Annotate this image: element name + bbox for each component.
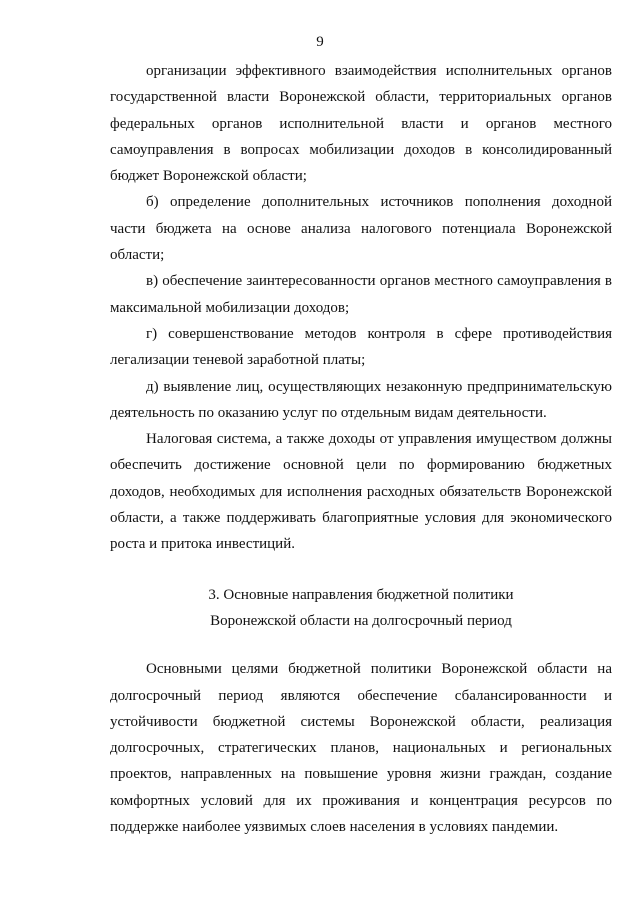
paragraph-item-b: б) определение дополнительных источников пополнения доходной части бюджета на основе анализа налогового потенциала Воронежской области; (110, 194, 612, 264)
paragraph-budget-goals: Основными целями бюджетной политики Воронежской области на долгосрочный период являются обеспечение сбалансированности и устойчивости бюджетной системы Воронежской области, реализация долгосрочных, стратегических планов, национальных и региональных проектов, направленных на повышение уровня жизни граждан, создание комфортных условий для их проживания и концентрация ресурсов по поддержке наиболее уязвимых слоев населения в условиях пандемии. (110, 661, 612, 836)
document-body (110, 58, 612, 840)
paragraph-item-v: в) обеспечение заинтересованности органов местного самоуправления в максимальной мобилизации доходов; (110, 273, 612, 316)
section-heading-line-2: Воронежской области на долгосрочный период (210, 612, 512, 629)
paragraph-tax-system: Налоговая система, а также доходы от управления имуществом должны обеспечить достижение основной цели по формированию бюджетных доходов, необходимых для исполнения расходных обязательств Воронежской области, а также поддерживать благоприятные условия для экономического роста и притока инвестиций. (110, 431, 612, 553)
paragraph-item-g: г) совершенствование методов контроля в сфере противодействия легализации теневой заработной платы; (110, 325, 612, 369)
paragraph-cooperation: организации эффективного взаимодействия исполнительных органов государственной власти Воронежской области, территориальных органов федеральных органов исполнительной власти и органов местного самоуправления в вопросах мобилизации доходов в консолидированный бюджет Воронежской области; (110, 63, 612, 185)
section-heading (110, 582, 612, 635)
page-number: 9 (316, 34, 324, 50)
section-heading-line-1: 3. Основные направления бюджетной политики (208, 586, 514, 603)
paragraph-item-d: д) выявление лиц, осуществляющих незаконную предпринимательскую деятельность по оказанию услуг по отдельным видам деятельности. (110, 378, 612, 421)
